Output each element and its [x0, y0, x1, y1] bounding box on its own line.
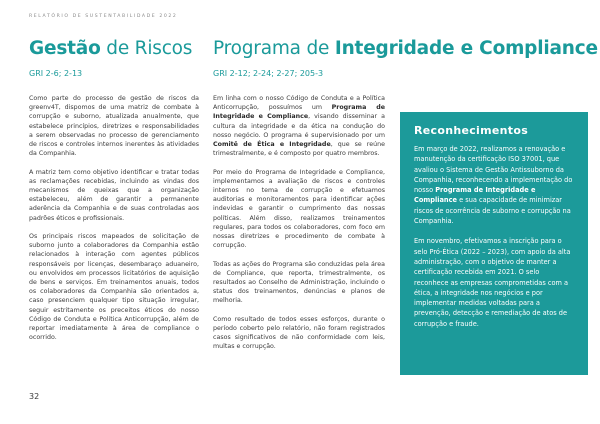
report-header: RELATÓRIO DE SUSTENTABILIDADE 2022	[29, 14, 178, 19]
title-bold: Integridade e Compliance	[334, 38, 598, 59]
recognitions-paragraph: Em março de 2022, realizamos a renovação e manutenção da certificação ISO 37001, que avaliou o Sistema de Gestão Antissuborno da Companhia, reconhecendo a implementação do nosso Programa de Integridade e Compliance e sua capacidade de minimizar riscos de ocorrência de suborno e corrupção na Companhia.	[414, 145, 573, 226]
paragraph: Como resultado de todos esses esforços, durante o período coberto pelo relatório, não foram registrados casos significativos de não conformidade com leis, multas e corrupção.	[213, 315, 385, 351]
paragraph: Todas as ações do Programa são conduzidas pela área de Compliance, que reporta, trimestralmente, os resultados ao Conselho de Administração, incluindo o status dos treinamentos, denúncias e planos de melhoria.	[213, 260, 385, 305]
paragraph: Em linha com o nosso Código de Conduta e a Política Anticorrupção, possuímos um Programa de Integridade e Compliance, visando disseminar a cultura da integridade e da ética na condução do nosso negócio. O programa é supervisionado por um Comitê de Ética e Integridade, que se reúne trimestralmente, e é composto por quatro membros.	[213, 95, 385, 158]
paragraph: Por meio do Programa de Integridade e Compliance, implementamos a avaliação de riscos e controles internos no tema de corrupção e efetuamos auditorias e monitoramentos para identificar ações indevidas e garantir o cumprimento das nossas políticas. Além disso, realizamos treinamentos regulares, para todos os colaboradores, com foco em nossas diretrizes e procedimento de combate à corrupção.	[213, 168, 385, 250]
recognitions-paragraph: Em novembro, efetivamos a inscrição para o selo Pró-Ética (2022 – 2023), com apoio da alta administração, com o objetivo de manter a certificação recebida em 2021. O selo reconhece as empresas comprometidas com a ética, a integridade nos negócios e por implementar medidas voltadas para a prevenção, detecção e remediação de atos de corrupção e fraude.	[414, 237, 571, 328]
title-light: Programa de	[213, 38, 335, 59]
compliance-text	[213, 94, 385, 361]
risk-management-text	[29, 94, 199, 352]
section-title-compliance	[213, 38, 598, 59]
recognitions-title: Reconhecimentos	[414, 124, 529, 137]
title-bold: Gestão	[29, 38, 101, 59]
paragraph: Os principais riscos mapeados de solicitação de suborno junto a colaboradores da Companhia estão relacionados à interação com agentes públicos responsáveis por licenças, desembaraço aduaneiro, ou envolvidos em processos licitatórios de aquisição de bens e serviços. Em treinamentos anuais, todos os colaboradores da Companhia são orientados a, caso presenciem qualquer tipo situação irregular, seguir estritamente os preceitos éticos do nosso Código de Conduta e Política Anticorrupção, além de reportar imediatamente à área de compliance o ocorrido.	[29, 233, 199, 342]
recognitions-box	[400, 112, 588, 375]
gri-reference-risk: GRI 2-6; 2-13	[29, 69, 83, 78]
page-number: 32	[29, 392, 40, 401]
title-rest: de Riscos	[100, 38, 193, 59]
gri-reference-compliance: GRI 2-12; 2-24; 2-27; 205-3	[213, 69, 324, 78]
section-title-risk-management	[29, 38, 192, 59]
paragraph: Como parte do processo de gestão de riscos da greenv4T, dispomos de uma matriz de combate à corrupção e suborno, atualizada anualmente, que estabelece princípios, diretrizes e responsabilidades a serem observadas no processo de gerenciamento de riscos e controles internos inerentes às atividades da Companhia.	[29, 95, 199, 158]
paragraph: A matriz tem como objetivo identificar e tratar todas as reclamações recebidas, incluindo as vindas dos mecanismos de queixas que a organização estabeleceu, além de garantir a permanente aderência da Companhia e de suas controladas aos padrões éticos e profissionais.	[29, 168, 199, 222]
